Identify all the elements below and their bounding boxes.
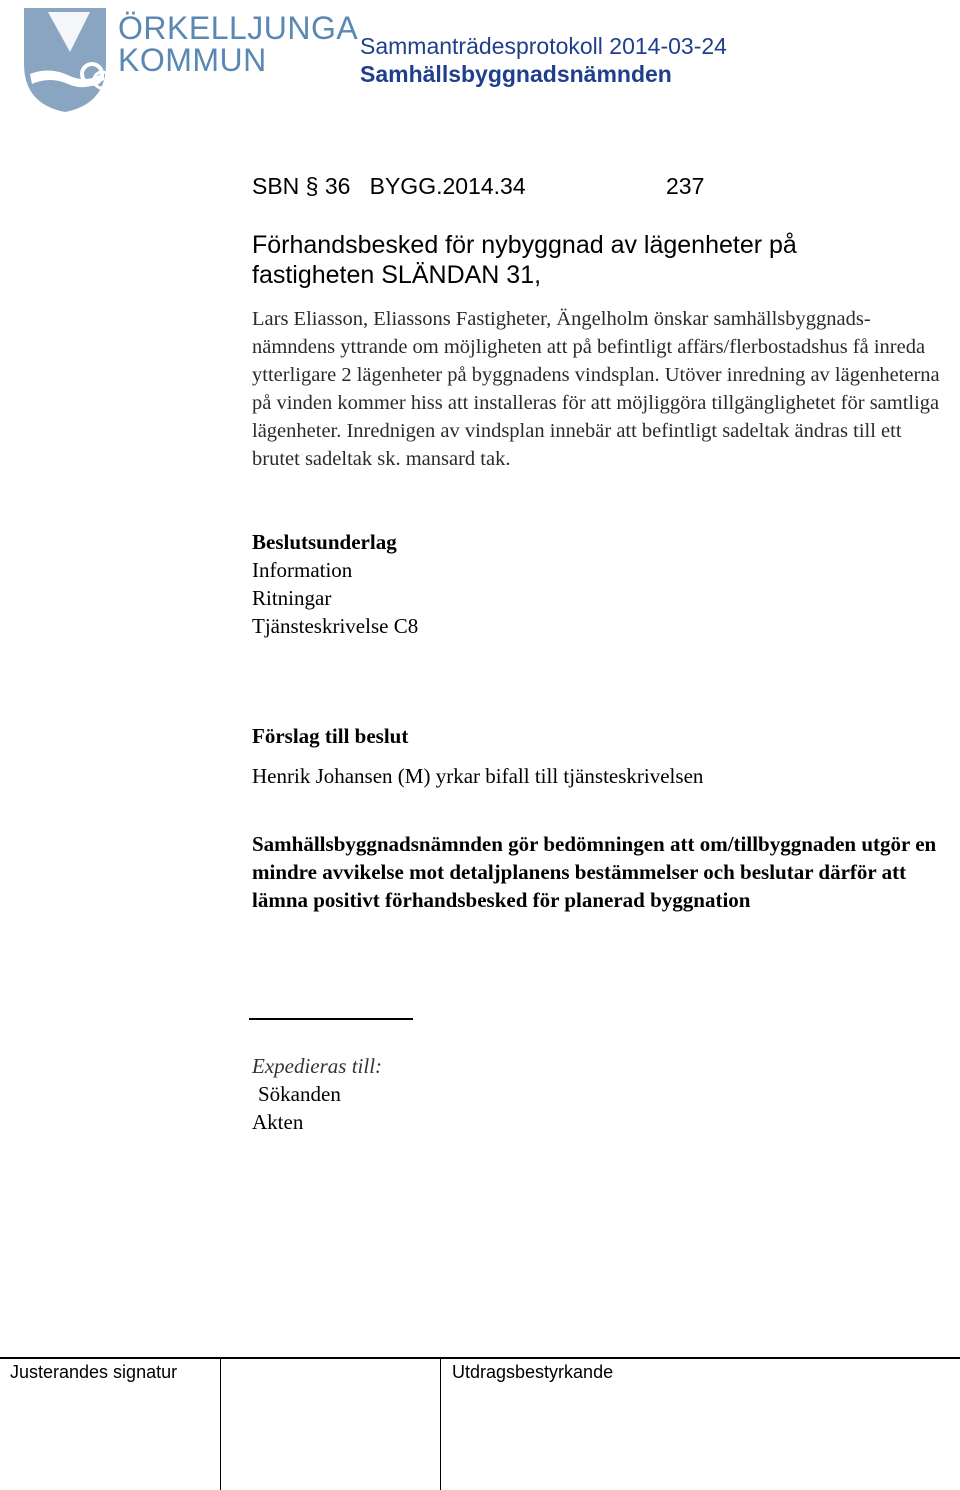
separator-line	[249, 1018, 413, 1020]
footer-column-divider	[220, 1358, 221, 1490]
item-reference: SBN § 36 BYGG.2014.34	[252, 173, 526, 199]
committee-name: Samhällsbyggnadsnämnden	[360, 61, 672, 87]
footer-column-divider	[440, 1358, 441, 1490]
decision-basis-item: Information	[252, 558, 353, 582]
municipality-logo	[20, 4, 359, 116]
signature-label: Justerandes signatur	[10, 1362, 178, 1382]
decision-basis-heading: Beslutsunderlag	[252, 530, 397, 554]
page-number: 237	[666, 173, 705, 199]
decision-basis-item: Ritningar	[252, 586, 332, 610]
decision-text: Samhällsbyggnadsnämnden gör bedömningen att om/tillbyggnaden utgör en mindre avvikelse mot detaljplanens bestämmelser och beslutar därför att lämna positivt förhandsbesked för planerad byggnation	[252, 832, 937, 912]
dispatch-recipient: Akten	[252, 1110, 304, 1134]
description-paragraph: Lars Eliasson, Eliassons Fastigheter, Ängelholm önskar samhällsbyggnads-nämndens yttrande om möjligheten att på befintligt affärs/flerbostadshus få inreda ytterligare 2 lägenheter på byggnadens vindsplan. Utöver inredning av lägenheterna på vinden kommer hiss att installeras för att möjliggöra tillgänglighetet för samtliga lägenheter. Inrednigen av vindsplan innebär att befintligt sadeltak ändras till ett brutet sadeltak sk. mansard tak.	[252, 308, 940, 470]
proposal-text: Henrik Johansen (M) yrkar bifall till tjänsteskrivelsen	[252, 764, 704, 788]
decision-basis-section	[252, 528, 418, 640]
logo-text-line1: ÖRKELLJUNGA	[118, 10, 359, 46]
dispatch-recipient: Sökanden	[258, 1082, 341, 1106]
item-description	[252, 305, 952, 473]
decision-basis-item: Tjänsteskrivelse C8	[252, 614, 419, 638]
logo-text-line2: KOMMUN	[118, 42, 267, 78]
dispatch-list	[252, 1080, 341, 1136]
dispatch-heading: Expedieras till:	[252, 1054, 383, 1078]
footer-divider	[0, 1357, 960, 1359]
extract-label: Utdragsbestyrkande	[452, 1362, 614, 1382]
municipality-shield-icon	[20, 4, 116, 116]
item-title: Förhandsbesked för nybyggnad av lägenheter på fastigheten SLÄNDAN 31,	[252, 231, 797, 289]
proposal-heading: Förslag till beslut	[252, 724, 409, 748]
protocol-title: Sammanträdesprotokoll 2014-03-24	[360, 33, 727, 59]
